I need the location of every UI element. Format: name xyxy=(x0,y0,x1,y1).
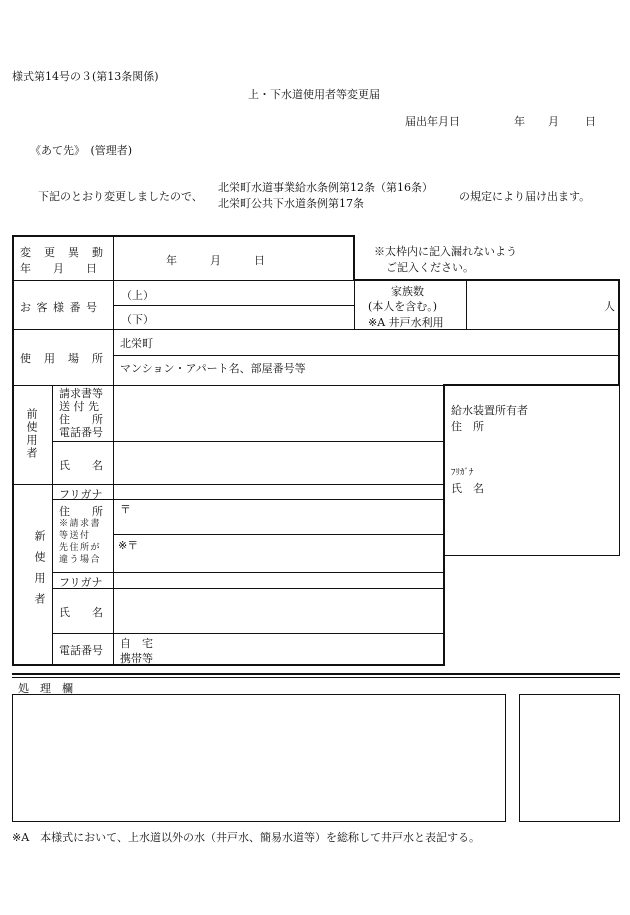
addressee: 《あて先》 (管理者) xyxy=(30,144,133,157)
location-label: 使 用 場 所 xyxy=(20,352,104,365)
customer-number-label: お 客 様 番 号 xyxy=(20,301,98,314)
stamp-box[interactable] xyxy=(519,694,620,822)
new-phone-home[interactable]: 自 宅 xyxy=(120,637,153,650)
notice-line-2: ご記入ください。 xyxy=(386,261,474,274)
household-unit[interactable]: 人 xyxy=(604,300,615,313)
footnote: ※A 本様式において、上水道以外の水（井戸水、簡易水道等）を総称して井戸水と表記する。 xyxy=(12,831,480,844)
owner-name-label: 氏 名 xyxy=(451,482,484,495)
new-name-label: 氏 名 xyxy=(59,606,103,619)
household-title: 家族数 xyxy=(391,285,424,298)
owner-furigana-label: ﾌﾘｶﾞﾅ xyxy=(451,468,474,478)
intro-prefix: 下記のとおり変更しましたので、 xyxy=(38,190,203,203)
new-billing-note: ※請求書 等送付 先住所が 違う場合 xyxy=(59,519,102,565)
location-apartment[interactable]: マンション・アパート名、部屋番号等 xyxy=(120,362,306,375)
form-number: 様式第14号の３(第13条関係) xyxy=(12,70,159,83)
ordinance-water: 北栄町水道事業給水条例第12条（第16条） xyxy=(218,181,433,194)
change-date-field[interactable]: 年 月 日 xyxy=(166,254,265,267)
new-phone-mobile[interactable]: 携帯等 xyxy=(120,652,153,665)
new-user-label: 新使用者 xyxy=(33,530,46,614)
filing-day-label: 日 xyxy=(585,115,596,128)
owner-title: 給水装置所有者 xyxy=(451,404,528,417)
new-phone-label: 電話番号 xyxy=(59,644,103,657)
location-town[interactable]: 北栄町 xyxy=(120,337,153,350)
household-note: (本人を含む。) xyxy=(368,300,438,313)
well-water-note: ※A 井戸水利用 xyxy=(368,316,444,329)
customer-number-upper[interactable]: （上） xyxy=(121,289,154,302)
customer-number-lower[interactable]: （下） xyxy=(121,313,154,326)
new-furigana-label-2: フリガナ xyxy=(59,576,103,589)
previous-billing-label: 請求書等 送 付 先 住 所 電話番号 xyxy=(59,387,103,439)
previous-address-field[interactable] xyxy=(114,386,443,441)
processing-box[interactable] xyxy=(12,694,506,822)
ordinance-sewer: 北栄町公共下水道条例第17条 xyxy=(218,197,364,210)
change-date-label-bottom: 年 月 日 xyxy=(20,262,97,275)
previous-name-field[interactable] xyxy=(114,442,443,484)
owner-address-label: 住 所 xyxy=(451,420,484,433)
intro-suffix: の規定により届け出ます。 xyxy=(459,190,591,203)
new-postal-mark[interactable]: 〒 xyxy=(120,503,131,516)
form-title: 上・下水道使用者等変更届 xyxy=(248,88,380,101)
processing-label: 処 理 欄 xyxy=(18,682,73,695)
notice-line-1: ※太枠内に記入漏れないよう xyxy=(374,245,517,258)
filing-year-label: 年 xyxy=(514,115,525,128)
filing-month-label: 月 xyxy=(548,115,559,128)
previous-user-label: 前使用者 xyxy=(25,408,38,460)
new-address-label: 住 所 xyxy=(59,505,103,518)
change-date-label-top: 変 更 異 動 xyxy=(20,246,104,259)
new-furigana-label: フリガナ xyxy=(59,488,103,501)
previous-name-label: 氏 名 xyxy=(59,459,103,472)
filing-date-label: 届出年月日 xyxy=(405,115,460,128)
new-billing-postal-mark[interactable]: ※〒 xyxy=(118,539,139,552)
